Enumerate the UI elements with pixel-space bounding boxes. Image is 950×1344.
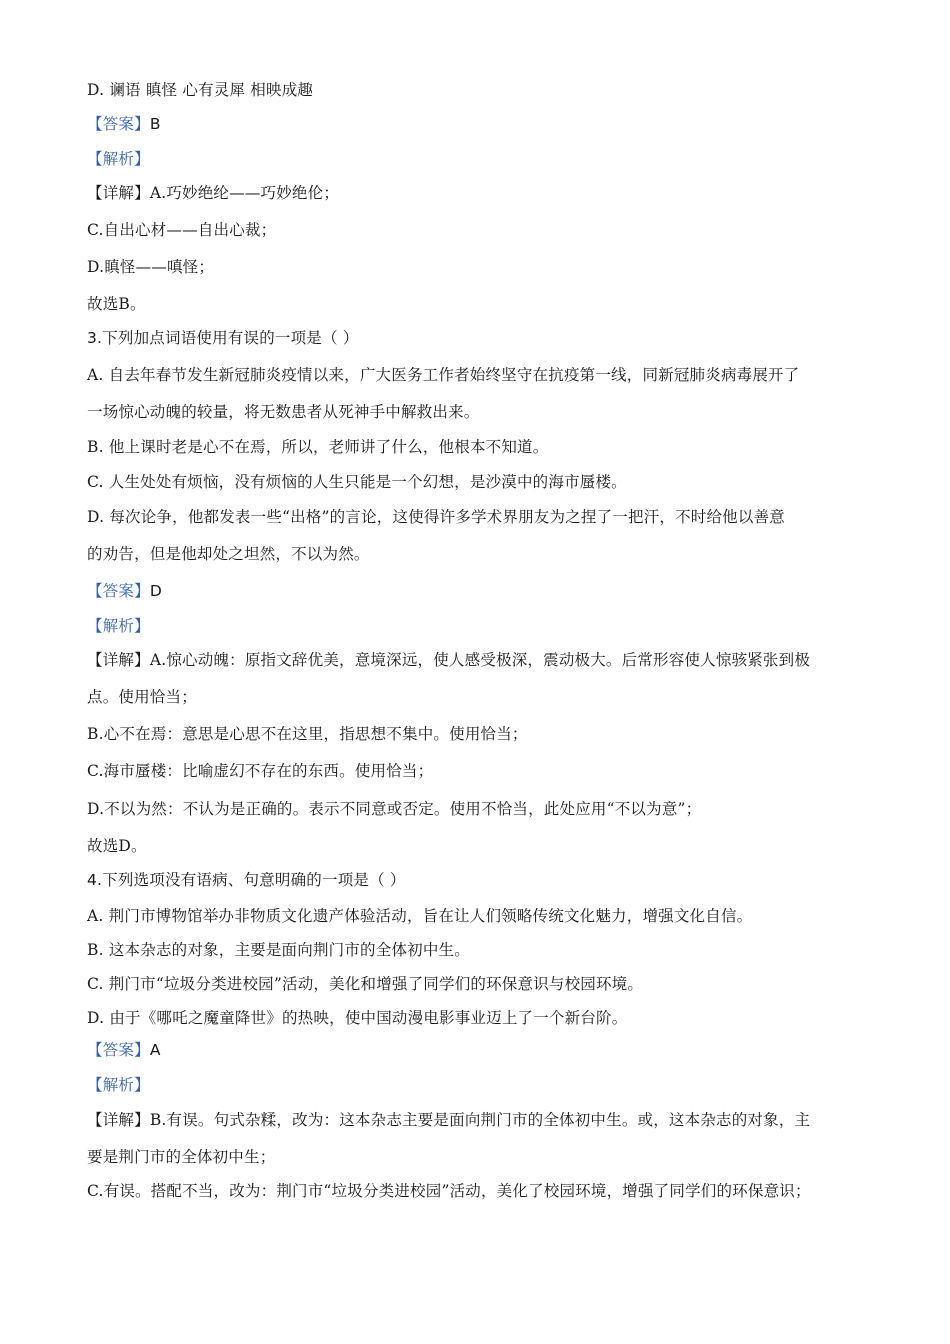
detail-text: A.巧妙绝纶——巧妙绝伦；	[149, 184, 340, 202]
analysis-label: 【解析】	[87, 617, 150, 635]
q3-detail-b: B.心不在焉：意思是心思不在这里，指思想不集中。使用恰当；	[87, 725, 528, 743]
q4-detail-b-line2: 要是荆门市的全体初中生；	[87, 1148, 276, 1166]
q4-option-d: D. 由于《哪吒之魔童降世》的热映，使中国动漫电影事业迈上了一个新台阶。	[87, 1009, 628, 1027]
q4-option-c: C. 荆门市“垃圾分类进校园”活动，美化和增强了同学们的环保意识与校园环境。	[87, 975, 644, 993]
q3-option-a-line2: 一场惊心动魄的较量，将无数患者从死神手中解救出来。	[87, 403, 480, 421]
q3-detail-c: C.海市蜃楼：比喻虚幻不存在的东西。使用恰当；	[87, 762, 434, 780]
q3-detail-a-line2: 点。使用恰当；	[87, 688, 197, 706]
q2-conclusion: 故选B。	[87, 295, 146, 313]
detail-label: 【详解】	[87, 651, 150, 669]
detail-text: A.惊心动魄：原指文辞优美，意境深远，使人感受极深，震动极大。后常形容使人惊骇紧张到极	[149, 651, 811, 669]
q4-option-a: A. 荆门市博物馆举办非物质文化遗产体验活动，旨在让人们领略传统文化魅力，增强文化自信。	[87, 907, 753, 925]
q3-conclusion: 故选D。	[87, 837, 147, 855]
answer-value: A	[149, 1041, 161, 1059]
q3-analysis	[87, 616, 880, 636]
q3-option-a-line1: A. 自去年春节发生新冠肺炎疫情以来，广大医务工作者始终坚守在抗疫第一线，同新冠肺炎病毒展开了	[87, 366, 800, 384]
q2-analysis	[87, 149, 880, 169]
q2-detail-c: C.自出心材——自出心裁；	[87, 221, 277, 239]
q2-detail-a	[87, 183, 880, 203]
q3-detail-d: D.不以为然：不认为是正确的。表示不同意或否定。使用不恰当，此处应用“不以为意”；	[87, 800, 702, 818]
q4-detail-b-line1	[87, 1110, 880, 1130]
q2-option-d: D. 谰语 瞋怪 心有灵犀 相映成趣	[87, 81, 314, 99]
analysis-label: 【解析】	[87, 150, 150, 168]
q3-stem	[87, 328, 880, 348]
detail-text: B.有误。句式杂糅，改为：这本杂志主要是面向荆门市的全体初中生。或，这本杂志的对象，主	[149, 1111, 811, 1129]
question-number: 3.	[87, 329, 103, 347]
q4-detail-c: C.有误。搭配不当，改为：荆门市“垃圾分类进校园”活动，美化了校园环境，增强了同学们的环保意识；	[87, 1182, 811, 1200]
detail-label: 【详解】	[87, 184, 150, 202]
q2-answer	[87, 114, 880, 134]
q3-option-d-line1: D. 每次论争，他都发表一些“出格”的言论，这使得许多学术界朋友为之捏了一把汗，不时给他以善意	[87, 508, 785, 526]
question-text: 下列选项没有语病、句意明确的一项是（ ）	[102, 871, 406, 889]
analysis-label: 【解析】	[87, 1076, 150, 1094]
answer-label: 【答案】	[87, 1041, 150, 1059]
q4-option-b: B. 这本杂志的对象，主要是面向荆门市的全体初中生。	[87, 941, 470, 959]
q2-detail-d: D.瞋怪——嗔怪；	[87, 258, 215, 276]
answer-label: 【答案】	[87, 582, 150, 600]
answer-label: 【答案】	[87, 115, 150, 133]
q3-detail-a-line1	[87, 650, 880, 670]
q3-option-d-line2: 的劝告，但是他却处之坦然，不以为然。	[87, 545, 370, 563]
q4-analysis	[87, 1075, 880, 1095]
question-number: 4.	[87, 871, 103, 889]
answer-value: B	[149, 115, 161, 133]
question-text: 下列加点词语使用有误的一项是（ ）	[102, 329, 359, 347]
q4-answer	[87, 1040, 880, 1060]
q3-option-c: C. 人生处处有烦恼，没有烦恼的人生只能是一个幻想，是沙漠中的海市蜃楼。	[87, 473, 627, 491]
q3-answer	[87, 581, 880, 601]
q3-option-b: B. 他上课时老是心不在焉，所以，老师讲了什么，他根本不知道。	[87, 438, 549, 456]
q4-stem	[87, 870, 880, 890]
answer-value: D	[149, 582, 162, 600]
detail-label: 【详解】	[87, 1111, 150, 1129]
